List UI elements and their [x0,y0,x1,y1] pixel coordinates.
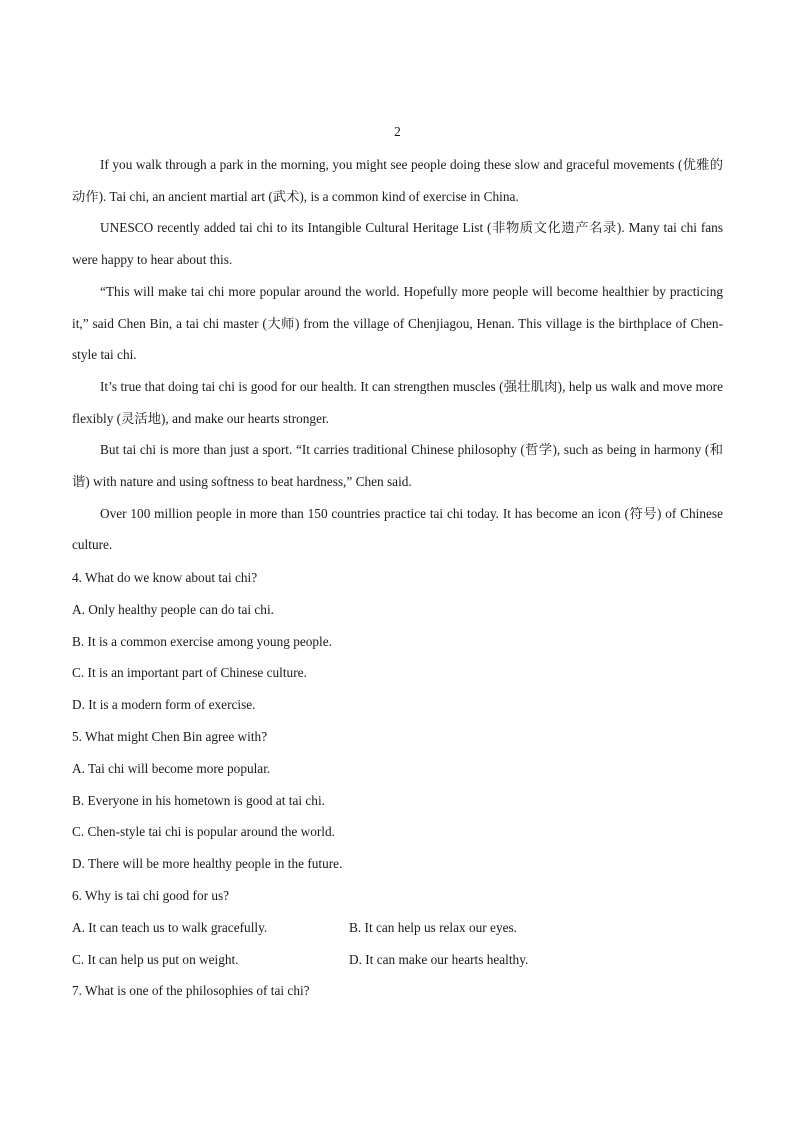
option-b: B. Everyone in his hometown is good at tai chi. [72,792,325,808]
option-c: C. Chen-style tai chi is popular around the world. [72,824,335,840]
question-stem: 5. What might Chen Bin agree with? [72,728,268,744]
passage-paragraph-5: But tai chi is more than just a sport. “It carries traditional Chinese philosophy (哲学), such as being in harmony (和谐) with nature and using softness to beat hardness,” Chen said. [72,442,723,490]
passage-paragraph-4: It’s true that doing tai chi is good for our health. It can strengthen muscles (强壮肌肉), help us walk and move more flexibly (灵活地), and make our hearts stronger. [72,378,723,426]
document-page [72,0,723,1122]
question-6 [72,880,723,975]
option-c: C. It can help us put on weight. [72,951,239,967]
question-4 [72,562,723,721]
option-row [72,944,723,976]
question-stem: 6. Why is tai chi good for us? [72,887,230,903]
question-7 [72,975,723,1007]
option-d: D. It can make our hearts healthy. [349,951,529,967]
option-d: D. There will be more healthy people in the future. [72,856,343,872]
question-stem: 4. What do we know about tai chi? [72,570,258,585]
reading-passage [72,149,723,561]
option-c: C. It is an important part of Chinese culture. [72,665,307,681]
option-b: B. It is a common exercise among young people. [72,633,332,649]
question-5 [72,721,723,880]
option-a: A. Only healthy people can do tai chi. [72,601,274,617]
option-a: A. Tai chi will become more popular. [72,760,271,776]
passage-paragraph-1: If you walk through a park in the morning, you might see people doing these slow and graceful movements (优雅的动作). Tai chi, an ancient martial art (武术), is a common kind of exercise in China. [72,157,723,204]
option-d: D. It is a modern form of exercise. [72,697,256,713]
passage-paragraph-3: “This will make tai chi more popular around the world. Hopefully more people will become healthier by practicing it,” said Chen Bin, a tai chi master (大师) from the village of Chenjiagou, Henan. This village is the birthplace of Chen-style tai chi. [72,283,723,363]
passage-paragraph-6: Over 100 million people in more than 150 countries practice tai chi today. It has become an icon (符号) of Chinese culture. [72,505,723,553]
option-b: B. It can help us relax our eyes. [349,919,518,935]
passage-paragraph-2: UNESCO recently added tai chi to its Intangible Cultural Heritage List (非物质文化遗产名录). Many tai chi fans were happy to hear about this. [72,220,723,268]
option-a: A. It can teach us to walk gracefully. [72,919,268,935]
option-row [72,912,723,944]
question-stem: 7. What is one of the philosophies of tai chi? [72,983,310,999]
question-section [72,562,723,1007]
page-number: 2 [394,124,401,139]
